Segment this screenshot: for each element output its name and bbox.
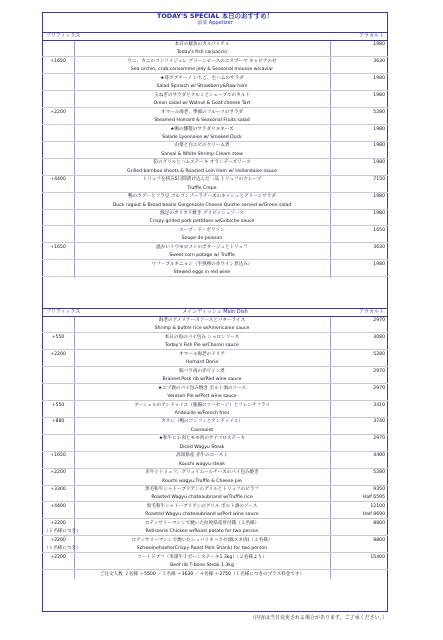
a-la-carte-price: 8800	[373, 537, 385, 543]
menu-row	[42, 202, 388, 210]
menu-row	[42, 227, 388, 235]
menu-item-name: ウニ、カニのコンソメジュレ グリーンピースのエスプーマ キャビアのせ	[127, 58, 277, 64]
a-la-carte-price: 1980	[373, 42, 385, 47]
a-la-carte-price: 2970	[373, 318, 385, 323]
menu-item-name: 筍のグリルとハムステーキ オランデーズソース	[153, 160, 251, 166]
menu-item-name: ロティサリーマシンで焼いたシュバイネハクセ(豚スネ肉)（２名様）	[131, 537, 273, 543]
menu-item-name: Salad Spinach w/ Strawberry&Raw ham	[156, 84, 248, 90]
a-la-carte-price: 1980	[373, 126, 385, 132]
a-la-carte-price: 9350	[373, 487, 385, 492]
menu-item-name: スープ・ド・ポワソン	[179, 227, 225, 233]
menu-item-name: 豚足のカリカリ焼き グリビッシュソース	[160, 211, 244, 216]
menu-item-name: Grilled bamboo shoots & Roasted Loin Ham w/ Hollandaise sauce	[127, 168, 277, 174]
menu-item-name: コートドブフ（米澤牛Ｔボーンステーキ1.3kg）（２名様より）	[137, 554, 267, 560]
menu-row	[42, 402, 388, 410]
footer-note: （内容は当日変更される場合があります。ご了承ください。）	[250, 615, 388, 621]
prix-fixe-surcharge: +1650	[50, 244, 66, 250]
menu-row	[42, 159, 388, 167]
menu-item-name: ★エゾ鹿のパイ包み焼き ポルト酒のソース	[158, 385, 246, 391]
menu-item-name: Salade Lyonnaise w/ Smoked Duck	[162, 134, 242, 140]
menu-row	[42, 185, 388, 193]
menu-row	[42, 142, 388, 150]
menu-item-name: 鴨のラグーとソラ豆 ゴルゴンゾーラチーズのキッシュとグリーンサラダ	[128, 194, 276, 200]
menu-row	[42, 393, 388, 401]
a-la-carte-price: 5280	[373, 470, 385, 476]
prix-fixe-surcharge: +2200	[50, 537, 66, 543]
menu-row	[42, 218, 388, 226]
menu-row	[42, 41, 388, 49]
prix-fixe-surcharge: +2200	[50, 520, 66, 526]
a-la-carte-price: 3630	[373, 58, 385, 64]
menu-row	[42, 427, 388, 435]
menu-row	[42, 334, 388, 342]
menu-item-name: Rotisserie Chicken w/Roast potato for two person	[145, 529, 259, 535]
menu-item-name: Diced Wagyu Steak	[179, 444, 225, 450]
menu-item-name: Sea urchin, crab,consomme jelly & Seasonal mousse w/caviar	[130, 67, 274, 73]
section-header-2	[42, 308, 388, 317]
menu-item-name: トリュフを挟み5日間漬け込んだ一品 トリュフのクレープ	[142, 177, 262, 183]
a-la-carte-price: 1980	[373, 75, 385, 81]
a-la-carte-price: 1650	[373, 227, 385, 233]
menu-item-name: Onion salad w/ Walnut & Goat cheese Tart	[153, 101, 251, 107]
menu-row	[42, 109, 388, 117]
appetizer-heading: 前菜 Appetizer	[197, 20, 233, 26]
menu-item-name: 黒毛和牛シャトーブリアンのグリル ポルト酒のソース	[146, 503, 258, 509]
menu-row	[42, 66, 388, 74]
prix-fixe-surcharge: +4400	[50, 503, 66, 509]
prix-fixe-surcharge: +2200	[50, 109, 66, 115]
a-la-carte-price: Half 8690	[362, 512, 385, 518]
menu-item-name: Kouchi wagyu,Truffle & Cheese pie	[162, 478, 242, 484]
menu-item-name: Stewed eggs in red wine	[173, 270, 231, 276]
menu-item-name: Sansai & White Shrimp Cream stew	[161, 151, 243, 157]
a-la-carte-price: 3740	[373, 419, 385, 425]
menu-item-name: Soupe de poisson	[181, 236, 223, 242]
a-la-carte-price: 1980	[373, 160, 385, 166]
menu-row	[42, 554, 388, 562]
a-la-carte-price: 15400	[370, 554, 385, 560]
menu-item-name: Schweinehaxhe(Crispy Roast Pork Shank) for two person	[136, 546, 268, 552]
a-la-carte-price: 2970	[373, 368, 385, 374]
a-la-carte-price: 3630	[373, 244, 385, 250]
menu-row	[42, 562, 388, 570]
prix-fixe-surcharge: +880	[51, 419, 65, 425]
prix-fixe-surcharge: （１名様につき）	[44, 546, 81, 552]
menu-row	[42, 486, 388, 494]
menu-item-name: Truffle Crepe	[187, 185, 217, 191]
menu-item-name: Roasted Wagyu chateaubriand w/Truffle rice	[151, 495, 253, 501]
menu-item-name: 高知県産 赤牛のロースト	[176, 453, 228, 459]
a-la-carte-price: Half 6595	[362, 495, 385, 501]
menu-header	[42, 12, 388, 27]
a-la-carte-price: 2970	[373, 385, 385, 391]
menu-row	[42, 235, 388, 243]
prix-fixe-surcharge: +1650	[50, 453, 66, 459]
menu-row	[42, 261, 388, 269]
prix-fixe-surcharge: +550	[51, 402, 65, 408]
menu-item-name: オマール海老、季節のフルーツのサラダ	[160, 109, 244, 115]
prix-fixe-surcharge: +550	[51, 334, 65, 340]
menu-row	[42, 520, 388, 528]
menu-item-name: ウフ・ブルギニョン（半熟卵の赤ワイン煮込み）	[151, 261, 253, 267]
menu-item-name: Steamed Homard & Seasonal Fruits salad	[154, 118, 250, 124]
a-la-carte-label: アラカルト	[358, 33, 384, 39]
prix-fixe-surcharge: +2200	[50, 351, 66, 357]
menu-row	[42, 435, 388, 443]
a-la-carte-price: 2970	[373, 436, 385, 442]
a-la-carte-price: 4400	[373, 453, 385, 459]
menu-row	[42, 252, 388, 260]
menu-row	[42, 168, 388, 176]
menu-item-name: ブーシェルのアンドゥイユ（豚腸のソーセージ）とフレンチフライ	[133, 402, 271, 408]
menu-item-name: Today's Fish Pie w/Choron sauce	[165, 343, 239, 349]
menu-row	[42, 134, 388, 142]
menu-item-name: Today's fish carpaccio	[176, 50, 228, 56]
a-la-carte-price: 3080	[373, 334, 385, 340]
menu-row	[42, 385, 388, 393]
a-la-carte-price: 8800	[373, 520, 385, 526]
menu-row	[42, 269, 388, 277]
prix-fixe-surcharge: +1650	[50, 58, 66, 64]
prix-fixe-label: プリフィックス	[46, 33, 81, 39]
menu-row	[42, 545, 388, 553]
menu-item-name: Crispy grilled pork pettitoes w/Gribiche sauce	[149, 219, 255, 225]
menu-item-name: Duck ragout & Broad beans Gorgonzola Cheese Quiche served w/Green salad	[112, 202, 292, 208]
menu-row	[42, 494, 388, 502]
menu-item-name: 温かいトウモロコシのポタージュとトリュフ	[156, 244, 248, 250]
a-la-carte-price: 3410	[373, 402, 385, 408]
menu-row	[42, 117, 388, 125]
menu-row	[42, 503, 388, 511]
menu-row	[42, 210, 388, 218]
a-la-carte-price: 1980	[373, 194, 385, 200]
menu-row	[42, 376, 388, 384]
menu-item-name: Shrimp & butter rice w/Americaine sauce	[154, 326, 250, 332]
section-header-1	[42, 32, 388, 41]
menu-item-name: ご注文人数 ２名様 ＋5500 ／３名様 ＋3630 ／４名様 ＋2750（１名様につきのプラス料金です）	[99, 571, 305, 577]
menu-item-name: 赤牛とトリュフ、グリュイエールチーズのパイ包み焼き	[145, 470, 259, 476]
a-la-carte-price: 7150	[373, 177, 385, 183]
a-la-carte-price: 1980	[373, 211, 385, 216]
menu-row	[42, 75, 388, 83]
menu-item-name: 本日の魚のパイ包み ショロンソース	[164, 334, 240, 340]
menu-row	[42, 571, 388, 579]
menu-row	[42, 176, 388, 184]
menu-row	[42, 317, 388, 325]
menu-title: TODAY'S SPECIAL 本日のおすすめ！	[157, 12, 273, 20]
section-title: メインディッシュ Main Dish	[182, 309, 248, 315]
a-la-carte-price: 1980	[373, 143, 385, 149]
menu-row	[42, 410, 388, 418]
menu-row	[42, 359, 388, 367]
menu-row	[42, 58, 388, 66]
menu-row	[42, 92, 388, 100]
menu-row	[42, 151, 388, 159]
a-la-carte-price: 5280	[373, 109, 385, 115]
menu-row	[42, 351, 388, 359]
menu-row	[42, 83, 388, 91]
menu-row	[42, 537, 388, 545]
menu-item-name: ロティサリーマシンで焼いた拉致県産骨付鶏（２名様）	[144, 520, 260, 526]
menu-row	[42, 325, 388, 333]
menu-row	[42, 528, 388, 536]
menu-item-name: Sweet corn potage w/ Truffle	[169, 253, 235, 259]
a-la-carte-price: 5280	[373, 351, 385, 357]
menu-item-name: ★鴨の燻製のサラダリヨネーズ	[170, 126, 234, 132]
menu-row	[42, 511, 388, 519]
menu-row	[42, 469, 388, 477]
menu-row	[42, 126, 388, 134]
menu-item-name: 豚バラ肉の赤ワイン煮	[179, 368, 225, 374]
prix-fixe-surcharge: +2200	[50, 554, 66, 560]
menu-row	[42, 49, 388, 57]
menu-item-name: Kouchi wagyu steak	[179, 461, 225, 467]
menu-row	[42, 244, 388, 252]
prix-fixe-surcharge: +4400	[50, 177, 66, 183]
a-la-carte-price: 12100	[370, 503, 385, 509]
menu-item-name: Venison Pie w/Port wine sauce	[167, 394, 237, 400]
a-la-carte-label: アラカルト	[358, 309, 384, 315]
menu-row	[42, 368, 388, 376]
prix-fixe-surcharge: +2200	[50, 470, 66, 476]
menu-row	[42, 461, 388, 469]
menu-item-name: 海老のアメリケーヌソースとバターライス	[158, 318, 246, 323]
menu-row	[42, 193, 388, 201]
menu-item-name: 本日の鮮魚のカルパッチョ	[174, 42, 230, 47]
menu-item-name: Andouille w/French fries	[174, 410, 230, 416]
prix-fixe-label: プリフィックス	[46, 309, 81, 315]
menu-row	[42, 418, 388, 426]
menu-row	[42, 342, 388, 350]
prix-fixe-surcharge: +3300	[50, 487, 66, 492]
menu-item-name: Cassoulet	[190, 427, 214, 433]
menu-row	[42, 100, 388, 108]
menu-item-name: カスレ（鴨のコンフィとアンドゥイユ）	[161, 419, 243, 425]
menu-item-name: 黒毛和牛シャトーブリアンのグリルとトリュフのピラフ	[144, 487, 260, 492]
prix-fixe-surcharge: （１名様につき）	[44, 529, 81, 535]
menu-row	[42, 444, 388, 452]
menu-row	[42, 452, 388, 460]
menu-item-name: ★和牛ヒレ肉とモモ肉のサイコロステーキ	[158, 436, 246, 442]
menu-row	[42, 478, 388, 486]
a-la-carte-price: 1980	[373, 92, 385, 98]
menu-item-name: ★苺カプチーノ いちご、生ハムのサラダ	[160, 75, 244, 81]
menu-item-name: 玉ねぎのサラダとクルミとシェーブルのタルト	[154, 92, 250, 98]
menu-item-name: Roasted Wagyu chateaubriand w/Port wine sauce	[145, 512, 259, 518]
menu-item-name: Braised Pork rib w/Red wine sauce	[162, 377, 242, 383]
menu-item-name: 山菜と白エビのクリーム煮	[174, 143, 230, 149]
menu-item-name: オマール海老のドリア	[179, 351, 225, 357]
menu-item-name: Homard Doria	[185, 360, 219, 366]
a-la-carte-price: 1980	[373, 261, 385, 267]
menu-item-name: Beef rib T-bone Steak 1.3kg	[170, 563, 234, 569]
